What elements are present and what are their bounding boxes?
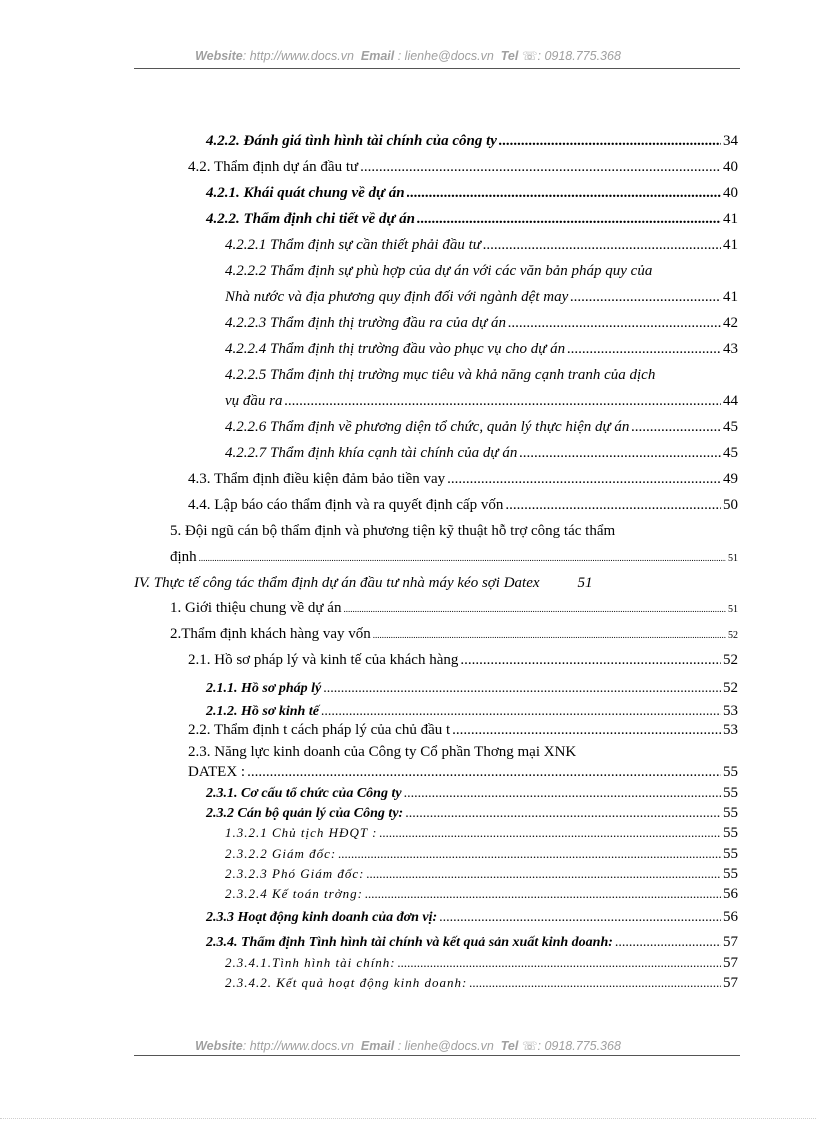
- toc-entry: 4.2.2.1 Thẩm định sự cần thiết phải đầu tư ..... 41: [225, 237, 738, 254]
- toc-entry: 1. Giới thiệu chung về dự án ..... 51: [170, 600, 738, 617]
- toc-entry: 2.1. Hồ sơ pháp lý và kinh tế của khách hàng ..... 52: [188, 652, 738, 669]
- header-website-label: Website: [195, 49, 243, 63]
- toc-entry: 4.2.2.5 Thẩm định thị trường mục tiêu và khả năng cạnh tranh của dịch: [225, 367, 656, 383]
- toc-entry: 2.3.2.3 Phó Giám đốc: ..... 55: [225, 866, 738, 883]
- page-edge-divider: [0, 1118, 816, 1119]
- header-email: : lienhe@docs.vn: [397, 49, 494, 63]
- toc-entry: 4.2.2.6 Thẩm định về phương diện tổ chức, quản lý thực hiện dự án ..... 45: [225, 419, 738, 436]
- footer-email: : lienhe@docs.vn: [397, 1039, 494, 1053]
- toc-entry: 2.3.2 Cán bộ quản lý của Công ty: ..... 55: [206, 805, 738, 822]
- toc-entry: 4.4. Lập báo cáo thẩm định và ra quyết định cấp vốn ..... 50: [188, 497, 738, 514]
- toc-entry: 4.2.2. Đánh giá tình hình tài chính của công ty ..... 34: [206, 133, 738, 150]
- toc-entry: vụ đầu ra ..... 44: [225, 393, 738, 410]
- toc-entry: 2.1.2. Hồ sơ kinh tế ..... 53: [206, 703, 738, 720]
- toc-entry: 1.3.2.1 Chủ tịch HĐQT : ..... 55: [225, 825, 738, 842]
- toc-entry: 2.3.1. Cơ cấu tổ chức của Công ty ..... 55: [206, 785, 738, 802]
- toc-entry: 4.2.2. Thẩm định chi tiết về dự án ..... 41: [206, 211, 738, 228]
- toc-entry: 2.3.3 Hoạt động kinh doanh của đơn vị: ..... 56: [206, 909, 738, 926]
- header-website-url: : http://www.docs.vn: [242, 49, 354, 63]
- page-footer: [0, 1038, 816, 1053]
- header-tel-label: Tel: [500, 49, 519, 63]
- toc-entry: 4.2. Thẩm định dự án đầu tư ..... 40: [188, 159, 738, 176]
- toc-entry: 4.2.2.2 Thẩm định sự phù hợp của dự án với các văn bản pháp quy của: [225, 263, 653, 279]
- toc-entry: 2.1.1. Hồ sơ pháp lý ..... 52: [206, 680, 738, 697]
- page-header: [0, 48, 816, 63]
- toc-entry: 4.3. Thẩm định điều kiện đảm bảo tiền vay ..... 49: [188, 471, 738, 488]
- phone-icon: ☏: [521, 49, 538, 63]
- footer-tel-label: Tel: [500, 1039, 519, 1053]
- toc-entry: 2.3.2.4 Kế toán trởng: ..... 56: [225, 886, 738, 903]
- toc-entry: 4.2.2.7 Thẩm định khía cạnh tài chính của dự án ..... 45: [225, 445, 738, 462]
- footer-tel: : 0918.775.368: [537, 1039, 621, 1053]
- toc-entry: 2.3.4.1.Tình hình tài chính: ..... 57: [225, 955, 738, 972]
- toc-entry: 4.2.1. Khái quát chung về dự án ..... 40: [206, 185, 738, 202]
- toc-entry: 4.2.2.4 Thẩm định thị trường đầu vào phục vụ cho dự án ..... 43: [225, 341, 738, 358]
- toc-entry: 2.3.4.2. Kết quả hoạt động kinh doanh: ..... 57: [225, 975, 738, 992]
- toc-entry: Nhà nước và địa phương quy định đối với ngành dệt may ..... 41: [225, 289, 738, 306]
- toc-entry: 2.3.2.2 Giám đốc: ..... 55: [225, 846, 738, 863]
- header-email-label: Email: [360, 49, 395, 63]
- toc-entry: 2.3. Năng lực kinh doanh của Công ty Cổ phần Thơng mại XNK: [188, 744, 577, 760]
- footer-website-label: Website: [195, 1039, 243, 1053]
- header-rule: [134, 68, 740, 69]
- toc-entry: 2.2. Thẩm định t cách pháp lý của chủ đầu t ..... 53: [188, 722, 738, 739]
- footer-website-url: : http://www.docs.vn: [242, 1039, 354, 1053]
- footer-email-label: Email: [360, 1039, 395, 1053]
- toc-entry: 5. Đội ngũ cán bộ thẩm định và phương tiện kỹ thuật hỗ trợ công tác thẩm: [170, 523, 616, 539]
- phone-icon: ☏: [521, 1039, 538, 1053]
- toc-entry: 4.2.2.3 Thẩm định thị trường đầu ra của dự án ..... 42: [225, 315, 738, 332]
- toc-entry: DATEX : ..... 55: [188, 764, 738, 781]
- toc-entry: định ..... 51: [170, 549, 738, 566]
- toc-section-heading: IV. Thực tế công tác thẩm định dự án đầu tư nhà máy kéo sợi Datex 51: [134, 575, 593, 591]
- toc-entry: 2.Thẩm định khách hàng vay vốn ..... 52: [170, 626, 738, 643]
- header-tel: : 0918.775.368: [537, 49, 621, 63]
- toc-entry: 2.3.4. Thẩm định Tình hình tài chính và kết quả sản xuất kinh doanh: ..... 57: [206, 934, 738, 951]
- footer-rule: [134, 1055, 740, 1056]
